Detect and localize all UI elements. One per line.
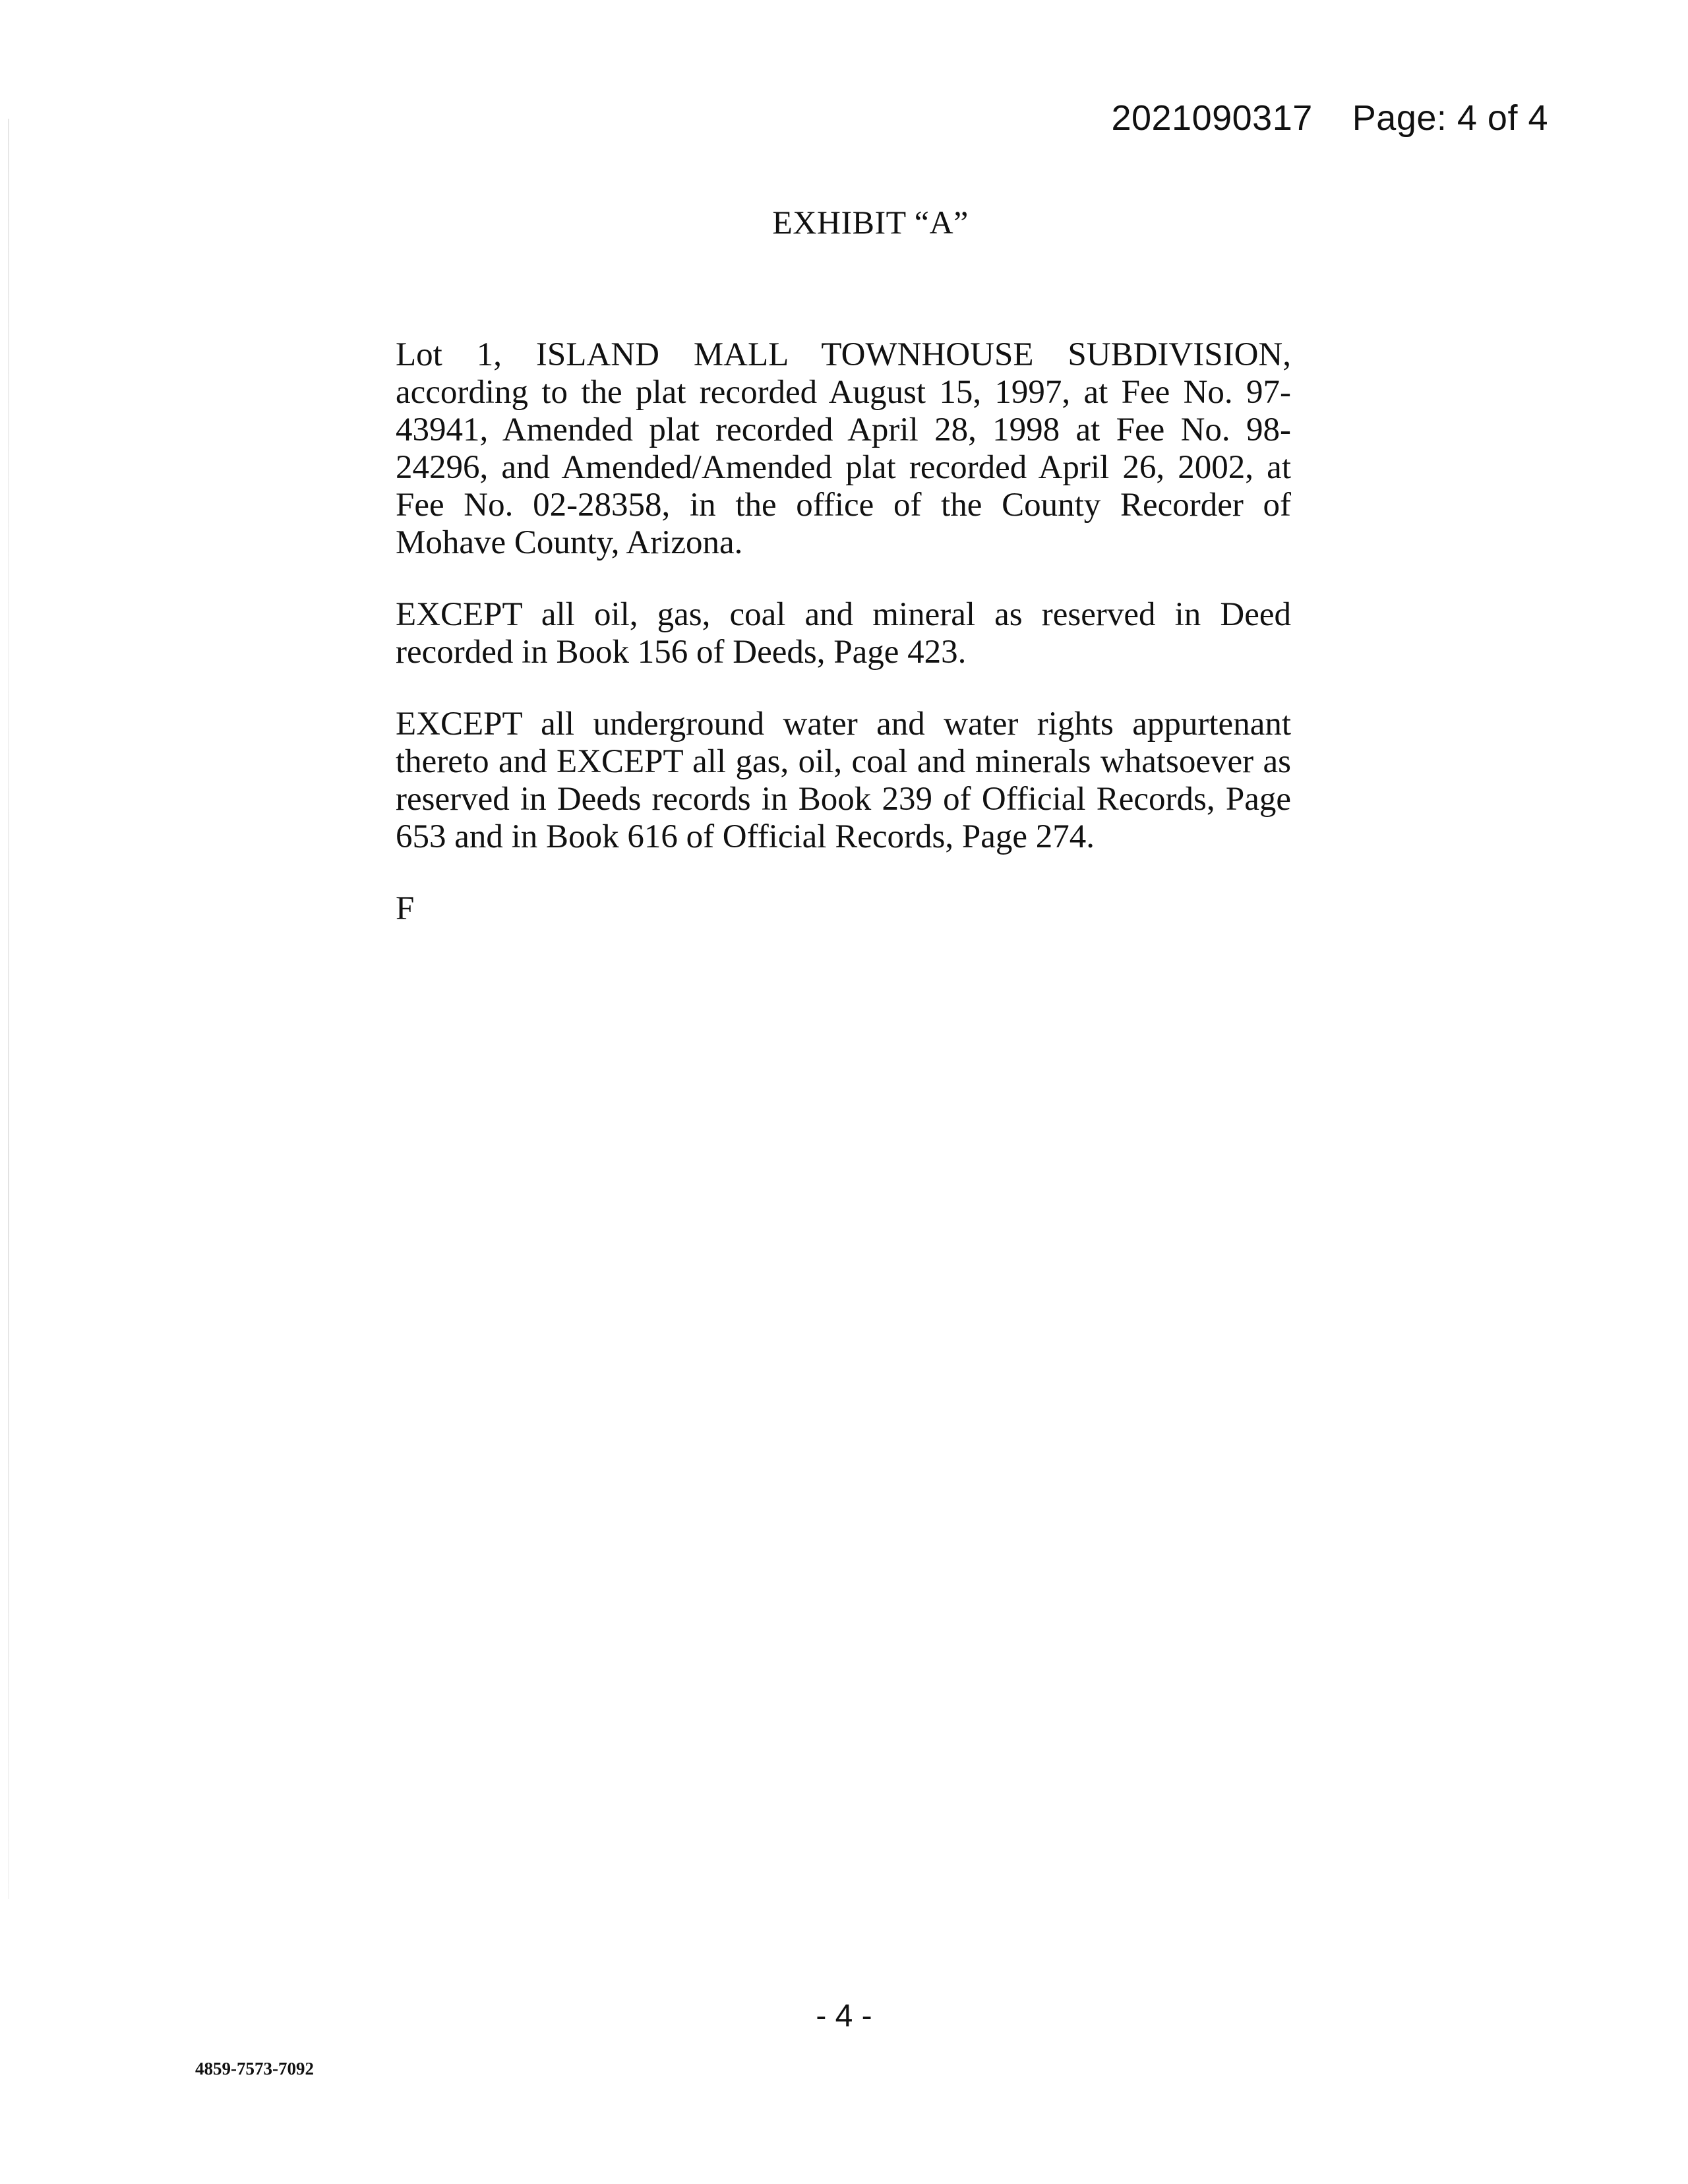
lot-description-paragraph: Lot 1, ISLAND MALL TOWNHOUSE SUBDIVISION, according to the plat recorded August 15, 1997, at Fee No. 97-43941, Amended plat recorded April 28, 1998 at Fee No. 98-24296, and Amended/Amended plat recorded April 26, 2002, at Fee No. 02-28358, in the office of the County Recorder of Mohave County, Arizona. xyxy=(396,336,1291,561)
exhibit-title: EXHIBIT “A” xyxy=(772,204,969,241)
page-number: - 4 - xyxy=(816,1999,872,2034)
scan-edge-artifact xyxy=(8,119,9,1899)
trailing-letter: F xyxy=(396,890,415,927)
recording-number: 2021090317 xyxy=(1111,98,1313,138)
recording-header xyxy=(1111,98,1548,138)
legal-description xyxy=(396,336,1291,962)
water-rights-exception-paragraph: EXCEPT all underground water and water rights appurtenant thereto and EXCEPT all gas, oil, coal and minerals whatsoever as reserved in Deeds records in Book 239 of Official Records, Page 653 and in Book 616 of Official Records, Page 274. xyxy=(396,706,1291,855)
document-id: 4859-7573-7092 xyxy=(195,2059,314,2078)
deed-exception-paragraph: EXCEPT all oil, gas, coal and mineral as reserved in Deed recorded in Book 156 of Deeds, Page 423. xyxy=(396,596,1291,671)
page-indicator: Page: 4 of 4 xyxy=(1352,98,1548,138)
